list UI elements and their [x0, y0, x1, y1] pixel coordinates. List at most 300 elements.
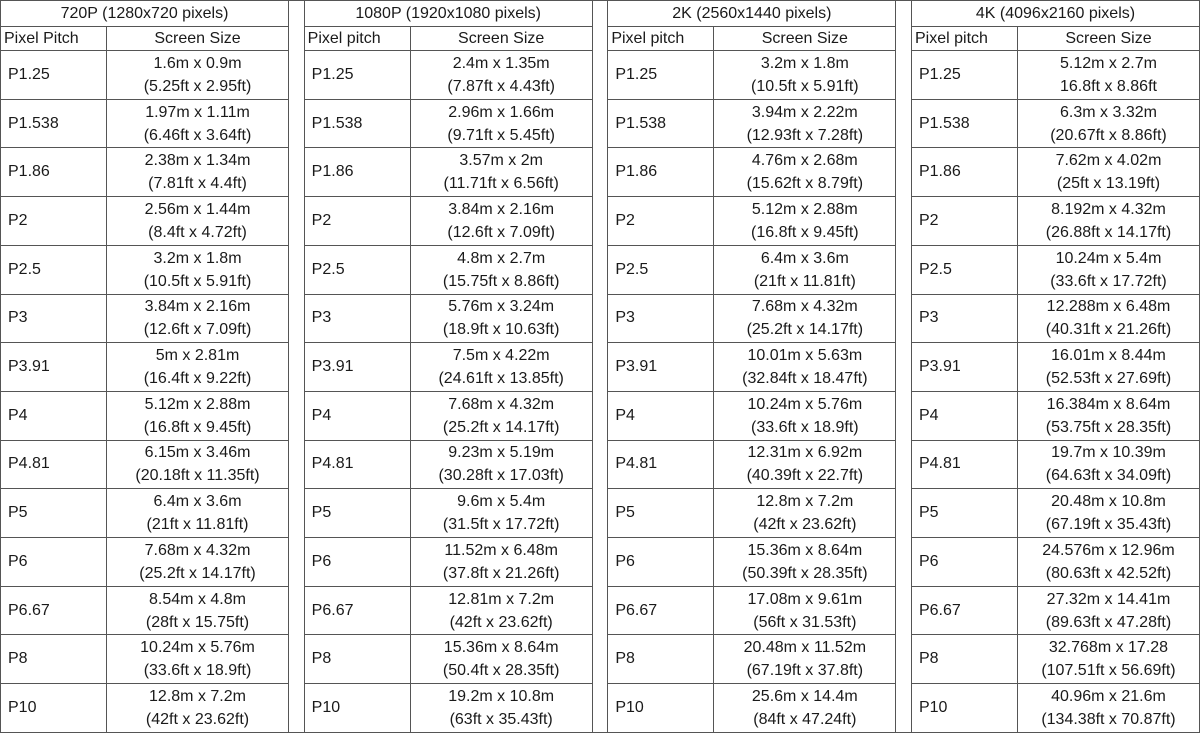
screen-size-cell	[107, 538, 289, 587]
table-row	[911, 148, 1199, 197]
metric-size: 5m x 2.81m	[155, 347, 240, 365]
pixel-pitch-cell: P10	[1, 684, 107, 733]
pixel-pitch-cell: P1.538	[1, 99, 107, 148]
metric-size: 8.192m x 4.32m	[1051, 200, 1166, 218]
screen-size-cell	[714, 684, 896, 733]
screen-size-cell	[1017, 343, 1199, 392]
metric-size: 12.8m x 7.2m	[756, 493, 854, 511]
metric-size: 6.15m x 3.46m	[144, 444, 251, 462]
metric-size: 15.36m x 8.64m	[443, 639, 559, 657]
metric-size: 40.96m x 21.6m	[1051, 688, 1166, 706]
screen-size-cell	[714, 635, 896, 684]
table-row	[1, 586, 289, 635]
imperial-size: (30.28ft x 17.03ft)	[438, 467, 564, 485]
pixel-pitch-cell: P10	[911, 684, 1017, 733]
table-row	[608, 684, 896, 733]
screen-size-cell	[410, 586, 592, 635]
screen-size-cell	[1017, 391, 1199, 440]
metric-size: 12.8m x 7.2m	[149, 688, 246, 706]
screen-size-cell	[107, 51, 289, 100]
screen-size-cell	[107, 635, 289, 684]
table-row	[1, 245, 289, 294]
screen-size-cell	[107, 391, 289, 440]
metric-size: 7.68m x 4.32m	[751, 298, 858, 316]
imperial-size: (31.5ft x 17.72ft)	[442, 516, 560, 534]
metric-size: 1.97m x 1.11m	[145, 103, 250, 121]
imperial-size: (16.8ft x 9.45ft)	[751, 223, 859, 241]
imperial-size: (40.31ft x 21.26ft)	[1045, 321, 1172, 339]
metric-size: 6.3m x 3.32m	[1060, 103, 1157, 121]
table-row	[608, 538, 896, 587]
imperial-size: (50.4ft x 28.35ft)	[442, 662, 560, 680]
table-row	[911, 489, 1199, 538]
pixel-pitch-cell: P3.91	[911, 343, 1017, 392]
pixel-pitch-cell: P1.25	[1, 51, 107, 100]
pixel-pitch-cell: P3	[304, 294, 410, 343]
screen-size-cell	[1017, 99, 1199, 148]
pixel-pitch-cell: P1.25	[304, 51, 410, 100]
metric-size: 2.38m x 1.34m	[144, 152, 251, 170]
screen-size-cell	[1017, 197, 1199, 246]
imperial-size: (11.71ft x 6.56ft)	[443, 175, 559, 193]
metric-size: 5.12m x 2.88m	[751, 200, 858, 218]
table-row	[304, 489, 592, 538]
pixel-pitch-cell: P4.81	[1, 440, 107, 489]
imperial-size: (42ft x 23.62ft)	[145, 711, 250, 729]
metric-size: 32.768m x 17.28	[1048, 639, 1169, 657]
imperial-size: (15.75ft x 8.86ft)	[442, 272, 560, 290]
screen-size-cell	[107, 684, 289, 733]
metric-size: 3.57m x 2m	[459, 152, 543, 170]
resolution-title: 1080P (1920x1080 pixels)	[304, 1, 592, 27]
screen-size-cell	[107, 197, 289, 246]
imperial-size: (7.87ft x 4.43ft)	[447, 77, 555, 95]
screen-size-header: Screen Size	[410, 27, 592, 51]
imperial-size: 16.8ft x 8.86ft	[1060, 77, 1157, 95]
metric-size: 5.12m x 2.88m	[144, 395, 251, 413]
table-gap	[896, 0, 911, 733]
table-row	[911, 635, 1199, 684]
table-row	[911, 586, 1199, 635]
resolution-title: 4K (4096x2160 pixels)	[911, 1, 1199, 27]
metric-size: 4.8m x 2.7m	[457, 249, 546, 267]
pixel-pitch-cell: P5	[1, 489, 107, 538]
pixel-pitch-cell: P4.81	[608, 440, 714, 489]
metric-size: 6.4m x 3.6m	[153, 493, 242, 511]
screen-size-cell	[410, 343, 592, 392]
screen-size-cell	[714, 245, 896, 294]
table-row	[911, 440, 1199, 489]
screen-size-cell	[107, 99, 289, 148]
imperial-size: (15.62ft x 8.79ft)	[746, 175, 864, 193]
screen-size-cell	[1017, 440, 1199, 489]
screen-size-cell	[410, 440, 592, 489]
resolution-title: 2K (2560x1440 pixels)	[608, 1, 896, 27]
pixel-pitch-cell: P3	[608, 294, 714, 343]
table-row	[1, 51, 289, 100]
pixel-pitch-cell: P3.91	[1, 343, 107, 392]
pixel-pitch-cell: P1.86	[911, 148, 1017, 197]
screen-size-cell	[714, 294, 896, 343]
pixel-pitch-cell: P6	[608, 538, 714, 587]
metric-size: 9.6m x 5.4m	[457, 493, 546, 511]
imperial-size: (32.84ft x 18.47ft)	[742, 370, 868, 388]
imperial-size: (56ft x 31.53ft)	[753, 613, 857, 631]
imperial-size: (21ft x 11.81ft)	[753, 272, 856, 290]
metric-size: 5.12m x 2.7m	[1060, 54, 1157, 72]
metric-size: 2.56m x 1.44m	[144, 200, 251, 218]
screen-size-cell	[107, 294, 289, 343]
pixel-pitch-cell: P1.538	[304, 99, 410, 148]
pixel-pitch-cell: P4.81	[304, 440, 410, 489]
imperial-size: (5.25ft x 2.95ft)	[143, 77, 252, 95]
metric-size: 3.94m x 2.22m	[751, 103, 858, 121]
metric-size: 7.68m x 4.32m	[448, 395, 555, 413]
table-row	[911, 684, 1199, 733]
imperial-size: (40.39ft x 22.7ft)	[746, 467, 864, 485]
table-gap	[289, 0, 304, 733]
table-row	[608, 635, 896, 684]
table-row	[304, 245, 592, 294]
screen-size-cell	[410, 538, 592, 587]
table-row	[911, 245, 1199, 294]
imperial-size: (67.19ft x 35.43ft)	[1045, 516, 1172, 534]
screen-size-cell	[107, 245, 289, 294]
pixel-pitch-cell: P8	[304, 635, 410, 684]
imperial-size: (12.93ft x 7.28ft)	[746, 126, 864, 144]
imperial-size: (25.2ft x 14.17ft)	[746, 321, 864, 339]
screen-size-cell	[410, 635, 592, 684]
table-row	[608, 440, 896, 489]
resolution-table	[0, 0, 289, 733]
screen-size-cell	[107, 586, 289, 635]
metric-size: 2.96m x 1.66m	[448, 103, 555, 121]
metric-size: 15.36m x 8.64m	[747, 541, 863, 559]
imperial-size: (10.5ft x 5.91ft)	[143, 272, 252, 290]
metric-size: 25.6m x 14.4m	[751, 688, 858, 706]
header-row	[1, 27, 289, 51]
screen-size-cell	[714, 538, 896, 587]
resolution-table	[607, 0, 896, 733]
metric-size: 20.48m x 10.8m	[1051, 493, 1166, 511]
table-row	[1, 99, 289, 148]
imperial-size: (42ft x 23.62ft)	[753, 516, 857, 534]
table-row	[911, 343, 1199, 392]
screen-size-cell	[107, 489, 289, 538]
screen-size-cell	[410, 51, 592, 100]
table-row	[1, 440, 289, 489]
imperial-size: (37.8ft x 21.26ft)	[442, 564, 560, 582]
pixel-pitch-header: Pixel pitch	[911, 27, 1017, 51]
table-gap	[593, 0, 608, 733]
imperial-size: (26.88ft x 14.17ft)	[1045, 223, 1172, 241]
imperial-size: (33.6ft x 18.9ft)	[143, 662, 252, 680]
screen-size-cell	[410, 684, 592, 733]
screen-size-cell	[1017, 294, 1199, 343]
screen-size-cell	[107, 343, 289, 392]
table-row	[911, 538, 1199, 587]
screen-size-cell	[714, 391, 896, 440]
metric-size: 19.2m x 10.8m	[448, 688, 555, 706]
pixel-pitch-header: Pixel pitch	[608, 27, 714, 51]
pixel-pitch-cell: P2	[911, 197, 1017, 246]
metric-size: 10.24m x 5.4m	[1055, 249, 1162, 267]
metric-size: 12.31m x 6.92m	[747, 444, 863, 462]
table-row	[304, 148, 592, 197]
pixel-pitch-cell: P6.67	[304, 586, 410, 635]
screen-size-cell	[714, 51, 896, 100]
table-row	[608, 148, 896, 197]
pixel-pitch-cell: P5	[608, 489, 714, 538]
metric-size: 10.01m x 5.63m	[747, 347, 863, 365]
metric-size: 24.576m x 12.96m	[1042, 541, 1175, 559]
table-row	[304, 586, 592, 635]
imperial-size: (63ft x 35.43ft)	[449, 711, 553, 729]
imperial-size: (80.63ft x 42.52ft)	[1045, 564, 1172, 582]
title-row	[1, 1, 289, 27]
table-row	[608, 99, 896, 148]
imperial-size: (12.6ft x 7.09ft)	[143, 321, 252, 339]
screen-size-cell	[1017, 51, 1199, 100]
pixel-pitch-cell: P2.5	[608, 245, 714, 294]
metric-size: 4.76m x 2.68m	[751, 152, 858, 170]
metric-size: 3.84m x 2.16m	[144, 298, 251, 316]
screen-size-cell	[714, 489, 896, 538]
table-row	[304, 635, 592, 684]
screen-size-cell	[1017, 148, 1199, 197]
metric-size: 10.24m x 5.76m	[747, 395, 863, 413]
table-row	[1, 635, 289, 684]
pixel-pitch-cell: P6	[1, 538, 107, 587]
pixel-pitch-cell: P4	[304, 391, 410, 440]
imperial-size: (25.2ft x 14.17ft)	[139, 564, 256, 582]
imperial-size: (12.6ft x 7.09ft)	[447, 223, 555, 241]
imperial-size: (28ft x 15.75ft)	[145, 613, 250, 631]
pixel-pitch-cell: P3.91	[608, 343, 714, 392]
table-row	[1, 684, 289, 733]
imperial-size: (42ft x 23.62ft)	[449, 613, 553, 631]
pixel-pitch-cell: P4	[1, 391, 107, 440]
pixel-pitch-cell: P2	[304, 197, 410, 246]
table-row	[1, 148, 289, 197]
table-row	[608, 197, 896, 246]
imperial-size: (33.6ft x 18.9ft)	[751, 418, 859, 436]
resolution-title: 720P (1280x720 pixels)	[1, 1, 289, 27]
header-row	[608, 27, 896, 51]
table-row	[608, 294, 896, 343]
metric-size: 16.01m x 8.44m	[1051, 347, 1166, 365]
imperial-size: (84ft x 47.24ft)	[753, 711, 857, 729]
metric-size: 3.2m x 1.8m	[760, 54, 849, 72]
metric-size: 1.6m x 0.9m	[153, 54, 242, 72]
imperial-size: (53.75ft x 28.35ft)	[1045, 418, 1172, 436]
metric-size: 11.52m x 6.48m	[444, 541, 558, 559]
metric-size: 8.54m x 4.8m	[149, 590, 246, 608]
screen-size-header: Screen Size	[1017, 27, 1199, 51]
table-row	[304, 99, 592, 148]
pixel-pitch-cell: P2	[1, 197, 107, 246]
pixel-pitch-cell: P8	[911, 635, 1017, 684]
table-row	[911, 51, 1199, 100]
pixel-pitch-cell: P3	[911, 294, 1017, 343]
resolution-table	[911, 0, 1200, 733]
pixel-pitch-cell: P1.86	[304, 148, 410, 197]
metric-size: 3.2m x 1.8m	[153, 249, 242, 267]
pixel-pitch-cell: P5	[304, 489, 410, 538]
table-row	[304, 197, 592, 246]
resolution-table	[304, 0, 593, 733]
imperial-size: (107.51ft x 56.69ft)	[1041, 662, 1176, 680]
pixel-pitch-cell: P4	[608, 391, 714, 440]
screen-size-header: Screen Size	[107, 27, 289, 51]
table-row	[911, 294, 1199, 343]
imperial-size: (67.19ft x 37.8ft)	[746, 662, 864, 680]
table-row	[608, 391, 896, 440]
screen-size-cell	[714, 440, 896, 489]
pixel-pitch-cell: P8	[1, 635, 107, 684]
metric-size: 10.24m x 5.76m	[140, 639, 255, 657]
imperial-size: (20.67ft x 8.86ft)	[1050, 126, 1167, 144]
screen-size-cell	[1017, 538, 1199, 587]
table-row	[911, 197, 1199, 246]
pixel-pitch-cell: P1.538	[608, 99, 714, 148]
table-row	[304, 391, 592, 440]
table-row	[608, 343, 896, 392]
table-row	[1, 197, 289, 246]
metric-size: 17.08m x 9.61m	[747, 590, 863, 608]
imperial-size: (64.63ft x 34.09ft)	[1045, 467, 1172, 485]
metric-size: 16.384m x 8.64m	[1046, 395, 1171, 413]
pixel-pitch-cell: P8	[608, 635, 714, 684]
pixel-pitch-cell: P10	[608, 684, 714, 733]
imperial-size: (10.5ft x 5.91ft)	[751, 77, 859, 95]
screen-size-header: Screen Size	[714, 27, 896, 51]
imperial-size: (52.53ft x 27.69ft)	[1045, 370, 1172, 388]
table-row	[608, 51, 896, 100]
pixel-pitch-cell: P3	[1, 294, 107, 343]
metric-size: 20.48m x 11.52m	[743, 639, 867, 657]
pixel-pitch-cell: P1.538	[911, 99, 1017, 148]
metric-size: 7.62m x 4.02m	[1055, 152, 1162, 170]
pixel-pitch-cell: P1.86	[1, 148, 107, 197]
table-row	[911, 391, 1199, 440]
screen-size-cell	[1017, 586, 1199, 635]
pixel-pitch-cell: P6.67	[911, 586, 1017, 635]
table-row	[1, 343, 289, 392]
screen-size-cell	[410, 391, 592, 440]
metric-size: 3.84m x 2.16m	[448, 200, 555, 218]
metric-size: 12.288m x 6.48m	[1046, 298, 1171, 316]
screen-size-cell	[1017, 489, 1199, 538]
imperial-size: (25.2ft x 14.17ft)	[442, 418, 560, 436]
screen-size-cell	[1017, 635, 1199, 684]
screen-size-cell	[1017, 684, 1199, 733]
table-row	[608, 489, 896, 538]
table-row	[304, 684, 592, 733]
table-row	[1, 538, 289, 587]
pixel-pitch-cell: P5	[911, 489, 1017, 538]
pixel-pitch-header: Pixel Pitch	[1, 27, 107, 51]
pixel-pitch-cell: P4	[911, 391, 1017, 440]
metric-size: 2.4m x 1.35m	[452, 54, 550, 72]
screen-size-cell	[1017, 245, 1199, 294]
table-row	[911, 99, 1199, 148]
table-row	[1, 489, 289, 538]
screen-size-cell	[714, 197, 896, 246]
screen-size-cell	[107, 148, 289, 197]
pixel-pitch-cell: P2.5	[1, 245, 107, 294]
table-row	[608, 586, 896, 635]
screen-size-cell	[410, 148, 592, 197]
imperial-size: (33.6ft x 17.72ft)	[1050, 272, 1167, 290]
screen-size-cell	[107, 440, 289, 489]
imperial-size: (50.39ft x 28.35ft)	[742, 564, 868, 582]
imperial-size: (8.4ft x 4.72ft)	[148, 223, 247, 241]
pixel-pitch-cell: P1.25	[608, 51, 714, 100]
screen-size-cell	[410, 489, 592, 538]
header-row	[304, 27, 592, 51]
pixel-pitch-cell: P6	[304, 538, 410, 587]
pixel-pitch-cell: P10	[304, 684, 410, 733]
table-row	[304, 440, 592, 489]
imperial-size: (18.9ft x 10.63ft)	[442, 321, 560, 339]
imperial-size: (21ft x 11.81ft)	[146, 516, 249, 534]
pixel-pitch-cell: P4.81	[911, 440, 1017, 489]
table-row	[1, 294, 289, 343]
pixel-pitch-cell: P3.91	[304, 343, 410, 392]
screen-size-cell	[410, 197, 592, 246]
metric-size: 7.68m x 4.32m	[144, 541, 251, 559]
table-row	[608, 245, 896, 294]
screen-size-cell	[714, 148, 896, 197]
metric-size: 27.32m x 14.41m	[1046, 590, 1171, 608]
pixel-pitch-cell: P6	[911, 538, 1017, 587]
imperial-size: (6.46ft x 3.64ft)	[143, 126, 252, 144]
table-row	[304, 343, 592, 392]
metric-size: 5.76m x 3.24m	[448, 298, 555, 316]
header-row	[911, 27, 1199, 51]
imperial-size: (20.18ft x 11.35ft)	[135, 467, 260, 485]
screen-size-cell	[410, 245, 592, 294]
screen-size-cell	[714, 99, 896, 148]
imperial-size: (16.4ft x 9.22ft)	[143, 370, 252, 388]
screen-size-cell	[714, 343, 896, 392]
title-row	[304, 1, 592, 27]
screen-size-cell	[410, 99, 592, 148]
metric-size: 6.4m x 3.6m	[760, 249, 849, 267]
pixel-pitch-cell: P1.25	[911, 51, 1017, 100]
table-row	[304, 51, 592, 100]
imperial-size: (25ft x 13.19ft)	[1056, 175, 1161, 193]
pixel-pitch-cell: P2.5	[304, 245, 410, 294]
imperial-size: (9.71ft x 5.45ft)	[447, 126, 555, 144]
title-row	[608, 1, 896, 27]
imperial-size: (16.8ft x 9.45ft)	[143, 418, 252, 436]
imperial-size: (7.81ft x 4.4ft)	[148, 175, 247, 193]
screen-size-cell	[410, 294, 592, 343]
screen-size-cell	[714, 586, 896, 635]
metric-size: 9.23m x 5.19m	[448, 444, 555, 462]
pixel-pitch-cell: P1.86	[608, 148, 714, 197]
metric-size: 12.81m x 7.2m	[448, 590, 555, 608]
pixel-pitch-header: Pixel pitch	[304, 27, 410, 51]
pixel-pitch-cell: P6.67	[1, 586, 107, 635]
imperial-size: (24.61ft x 13.85ft)	[438, 370, 564, 388]
table-row	[304, 294, 592, 343]
metric-size: 7.5m x 4.22m	[452, 347, 550, 365]
metric-size: 19.7m x 10.39m	[1051, 444, 1166, 462]
pixel-pitch-cell: P2.5	[911, 245, 1017, 294]
